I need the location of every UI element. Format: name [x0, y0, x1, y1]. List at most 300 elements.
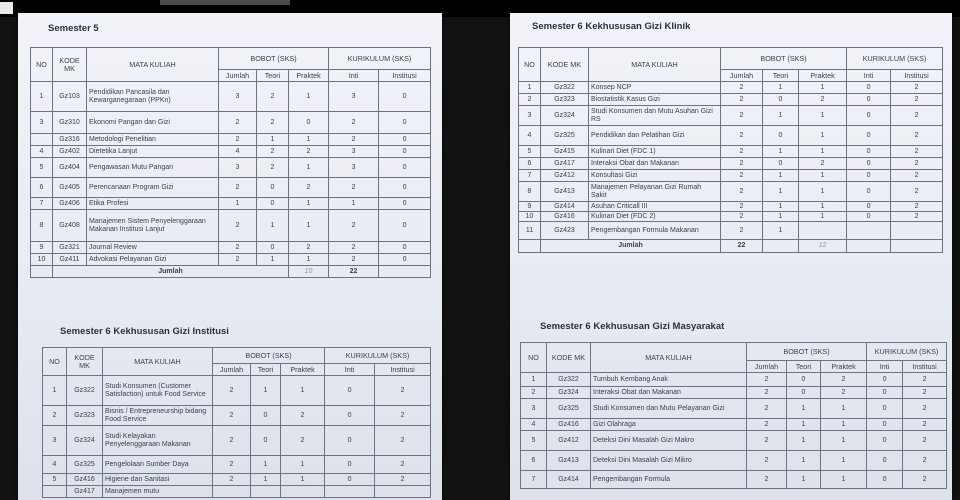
cell-inti: 0 [847, 126, 891, 146]
table-row [519, 146, 943, 158]
cell-teori: 1 [787, 399, 821, 419]
cell-mata-kuliah: Studi Kelayakan Penyelenggaraan Makanan [103, 426, 213, 456]
semester5-total-handwritten: 10 [289, 266, 329, 278]
col-teori: Teori [763, 70, 799, 82]
cell-institusi: 0 [379, 210, 431, 242]
col-institusi: Institusi [379, 70, 431, 82]
cell-praktek: 1 [799, 212, 847, 222]
cell-jumlah: 2 [213, 426, 251, 456]
cell-no: 8 [31, 210, 53, 242]
corner-mark [0, 2, 13, 14]
cell-jumlah: 4 [219, 146, 257, 158]
col-bobot: BOBOT (SKS) [213, 348, 325, 364]
table-row [31, 158, 431, 178]
cell-mata-kuliah: Bisnis / Entrepreneurship bidang Food Service [103, 406, 213, 426]
cell-mata-kuliah: Studi Konsumen (Customer Satisfaction) untuk Food Service [103, 376, 213, 406]
cell-no: 9 [519, 202, 541, 212]
cell-mata-kuliah: Ekonomi Pangan dan Gizi [87, 112, 219, 134]
table-row [519, 182, 943, 202]
right-page [510, 13, 952, 500]
col-no: NO [43, 348, 67, 376]
cell-kode: Gz415 [541, 146, 589, 158]
cell-institusi: 2 [375, 426, 431, 456]
cell-inti [847, 222, 891, 240]
cell-teori: 1 [763, 222, 799, 240]
col-kurikulum: KURIKULUM (SKS) [329, 48, 431, 70]
semester6-klinik-rows [519, 82, 943, 240]
cell-mata-kuliah: Kulinari Diet (FDC 1) [589, 146, 721, 158]
cell-praktek: 1 [799, 126, 847, 146]
cell-kode: Gz414 [547, 471, 591, 489]
cell-jumlah: 2 [219, 254, 257, 266]
cell-kode: Gz316 [53, 134, 87, 146]
col-mata-kuliah: MATA KULIAH [591, 343, 747, 373]
semester6-klinik-total-handwritten: 12 [799, 240, 847, 253]
cell-kode: Gz322 [547, 373, 591, 387]
cell-inti: 0 [847, 158, 891, 170]
cell-teori: 1 [251, 456, 281, 474]
cell-kode: Gz321 [53, 242, 87, 254]
table-row [521, 471, 947, 489]
col-inti: Inti [847, 70, 891, 82]
cell-institusi: 2 [891, 82, 943, 94]
col-jumlah: Jumlah [721, 70, 763, 82]
cell-jumlah: 2 [213, 456, 251, 474]
table-row [31, 178, 431, 198]
table-row [519, 170, 943, 182]
cell-teori: 0 [787, 373, 821, 387]
cell-jumlah: 2 [721, 82, 763, 94]
cell-praktek: 1 [799, 202, 847, 212]
cell-kode: Gz322 [67, 376, 103, 406]
semester6-klinik-total-row [519, 240, 943, 253]
cell-mata-kuliah: Pendidikan Pancasila dan Kewarganegaraan (PPKn) [87, 82, 219, 112]
semester6-institusi-title: Semester 6 Kekhususan Gizi Institusi [60, 326, 229, 337]
table-row [31, 210, 431, 242]
cell-praktek: 1 [799, 170, 847, 182]
cell-institusi: 2 [891, 158, 943, 170]
cell-jumlah: 2 [213, 406, 251, 426]
cell-mata-kuliah: Studi Konsumen dan Mutu Pelayanan Gizi [591, 399, 747, 419]
cell-teori: 1 [763, 82, 799, 94]
table-row [519, 106, 943, 126]
cell-praktek: 1 [281, 474, 325, 486]
cell-inti: 0 [867, 431, 903, 451]
cell-teori: 1 [763, 212, 799, 222]
cell-kode: Gz412 [541, 170, 589, 182]
cell-jumlah: 1 [219, 198, 257, 210]
cell-praktek: 1 [821, 399, 867, 419]
cell-no: 2 [43, 406, 67, 426]
col-jumlah: Jumlah [213, 364, 251, 376]
col-jumlah: Jumlah [747, 361, 787, 373]
cell-inti: 0 [847, 170, 891, 182]
cell-jumlah: 3 [219, 82, 257, 112]
table-row [521, 451, 947, 471]
cell-inti: 1 [329, 198, 379, 210]
col-praktek: Praktek [281, 364, 325, 376]
cell-institusi: 0 [379, 158, 431, 178]
cell-mata-kuliah: Pengembangan Formula [591, 471, 747, 489]
cell-no [31, 134, 53, 146]
cell-no: 6 [31, 178, 53, 198]
cell-no: 5 [519, 146, 541, 158]
col-mata-kuliah: MATA KULIAH [103, 348, 213, 376]
cell-inti: 0 [867, 451, 903, 471]
table-row [521, 399, 947, 419]
cell-inti: 0 [325, 406, 375, 426]
cell-inti: 3 [329, 158, 379, 178]
cell-institusi: 2 [891, 94, 943, 106]
cell-institusi: 2 [375, 406, 431, 426]
cell-teori: 1 [257, 210, 289, 242]
cell-inti: 0 [847, 106, 891, 126]
col-inti: Inti [329, 70, 379, 82]
cell-mata-kuliah: Pengembangan Formula Makanan [589, 222, 721, 240]
cell-institusi: 2 [903, 471, 947, 489]
cell-kode: Gz323 [541, 94, 589, 106]
cell-jumlah: 2 [721, 94, 763, 106]
cell-inti: 0 [847, 182, 891, 202]
cell-mata-kuliah: Deteksi Dini Masalah Gizi Mikro [591, 451, 747, 471]
cell-kode: Gz412 [547, 431, 591, 451]
cell-jumlah: 2 [213, 376, 251, 406]
cell-praktek: 1 [281, 456, 325, 474]
col-mata-kuliah: MATA KULIAH [87, 48, 219, 82]
table-row [519, 94, 943, 106]
col-no: NO [31, 48, 53, 82]
cell-mata-kuliah: Studi Konsumen dan Mutu Asuhan Gizi RS [589, 106, 721, 126]
cell-kode: Gz423 [541, 222, 589, 240]
cell-jumlah: 2 [721, 222, 763, 240]
cell-mata-kuliah: Interaksi Obat dan Makanan [591, 387, 747, 399]
col-teori: Teori [257, 70, 289, 82]
col-teori: Teori [787, 361, 821, 373]
cell-jumlah: 2 [721, 146, 763, 158]
table-row [43, 426, 431, 456]
col-inti: Inti [325, 364, 375, 376]
table-row [31, 112, 431, 134]
cell-institusi: 0 [379, 112, 431, 134]
cell-institusi: 2 [903, 387, 947, 399]
cell-inti: 0 [867, 399, 903, 419]
col-praktek: Praktek [289, 70, 329, 82]
semester6-masyarakat-title: Semester 6 Kekhususan Gizi Masyarakat [540, 321, 725, 332]
table-row [31, 82, 431, 112]
cell-praktek: 1 [289, 158, 329, 178]
cell-jumlah: 2 [747, 399, 787, 419]
cell-institusi: 0 [379, 134, 431, 146]
semester5-total-inti: 22 [329, 266, 379, 278]
col-praktek: Praktek [799, 70, 847, 82]
table-row [43, 456, 431, 474]
cell-jumlah: 2 [721, 158, 763, 170]
cell-kode: Gz414 [541, 202, 589, 212]
cell-kode: Gz413 [541, 182, 589, 202]
col-inti: Inti [867, 361, 903, 373]
table-row [31, 146, 431, 158]
cell-no: 7 [521, 471, 547, 489]
cell-inti: 0 [867, 471, 903, 489]
cell-institusi: 2 [903, 419, 947, 431]
cell-no: 5 [43, 474, 67, 486]
col-teori: Teori [251, 364, 281, 376]
cell-mata-kuliah: Dietetika Lanjut [87, 146, 219, 158]
cell-inti: 2 [329, 178, 379, 198]
cell-institusi: 2 [891, 106, 943, 126]
cell-no: 10 [31, 254, 53, 266]
cell-inti: 0 [325, 474, 375, 486]
cell-mata-kuliah: Pengawasan Mutu Pangan [87, 158, 219, 178]
cell-institusi: 2 [891, 182, 943, 202]
cell-institusi: 2 [903, 431, 947, 451]
cell-no: 5 [31, 158, 53, 178]
cell-institusi: 0 [379, 242, 431, 254]
col-kurikulum: KURIKULUM (SKS) [847, 48, 943, 70]
cell-institusi: 2 [891, 202, 943, 212]
table-row [521, 387, 947, 399]
cell-institusi: 2 [375, 456, 431, 474]
cell-kode: Gz405 [53, 178, 87, 198]
cell-jumlah: 2 [747, 373, 787, 387]
semester6-klinik-table [518, 47, 943, 253]
table-row [43, 406, 431, 426]
cell-no: 11 [519, 222, 541, 240]
cell-teori: 2 [257, 146, 289, 158]
cell-jumlah: 2 [219, 242, 257, 254]
cell-mata-kuliah: Konsep NCP [589, 82, 721, 94]
cell-teori: 0 [257, 178, 289, 198]
cell-institusi: 0 [379, 146, 431, 158]
col-kurikulum: KURIKULUM (SKS) [867, 343, 947, 361]
table-row [31, 242, 431, 254]
cell-mata-kuliah: Etika Profesi [87, 198, 219, 210]
col-mata-kuliah: MATA KULIAH [589, 48, 721, 82]
cell-kode: Gz324 [541, 106, 589, 126]
cell-inti: 0 [325, 456, 375, 474]
semester6-masyarakat-rows [521, 373, 947, 489]
cell-inti: 2 [329, 242, 379, 254]
cell-kode: Gz411 [53, 254, 87, 266]
cell-teori: 1 [787, 419, 821, 431]
cell-jumlah: 2 [747, 471, 787, 489]
cell-inti [325, 486, 375, 498]
cell-mata-kuliah: Manajemen mutu [103, 486, 213, 498]
cell-jumlah: 2 [747, 419, 787, 431]
cell-no: 1 [519, 82, 541, 94]
cell-praktek: 1 [289, 198, 329, 210]
cell-no: 1 [43, 376, 67, 406]
cell-no: 2 [521, 387, 547, 399]
cell-kode: Gz416 [547, 419, 591, 431]
cell-kode: Gz103 [53, 82, 87, 112]
cell-teori: 1 [763, 106, 799, 126]
table-row [31, 254, 431, 266]
cell-mata-kuliah: Konsultasi Gizi [589, 170, 721, 182]
cell-jumlah: 2 [721, 170, 763, 182]
cell-praktek: 1 [821, 431, 867, 451]
cell-teori: 1 [763, 182, 799, 202]
cell-praktek: 1 [799, 106, 847, 126]
cell-jumlah: 2 [721, 202, 763, 212]
cell-institusi: 2 [903, 451, 947, 471]
cell-praktek: 2 [289, 178, 329, 198]
cell-kode: Gz416 [67, 474, 103, 486]
cell-jumlah: 2 [721, 212, 763, 222]
cell-kode: Gz310 [53, 112, 87, 134]
table-row [519, 202, 943, 212]
cell-teori: 0 [763, 94, 799, 106]
cell-inti: 0 [847, 82, 891, 94]
table-row [43, 376, 431, 406]
cell-teori: 0 [257, 242, 289, 254]
cell-jumlah: 2 [219, 210, 257, 242]
cell-inti: 0 [847, 212, 891, 222]
cell-teori: 1 [251, 474, 281, 486]
cell-praktek: 0 [289, 112, 329, 134]
cell-praktek: 2 [289, 146, 329, 158]
cell-kode: Gz322 [541, 82, 589, 94]
semester5-total-row [31, 266, 431, 278]
cell-praktek: 1 [289, 210, 329, 242]
cell-mata-kuliah: Journal Review [87, 242, 219, 254]
cell-kode: Gz417 [67, 486, 103, 498]
cell-mata-kuliah: Interaksi Obat dan Makanan [589, 158, 721, 170]
cell-teori: 2 [257, 82, 289, 112]
cell-praktek: 1 [821, 451, 867, 471]
cell-teori: 1 [763, 170, 799, 182]
cell-kode: Gz404 [53, 158, 87, 178]
cell-teori: 0 [251, 406, 281, 426]
cell-no: 3 [43, 426, 67, 456]
semester5-table [30, 47, 431, 278]
cell-institusi: 2 [891, 146, 943, 158]
col-institusi: Institusi [903, 361, 947, 373]
cell-inti: 0 [847, 202, 891, 212]
cell-mata-kuliah: Deteksi Dini Masalah Gizi Makro [591, 431, 747, 451]
cell-institusi: 2 [903, 373, 947, 387]
cell-no [43, 486, 67, 498]
col-no: NO [521, 343, 547, 373]
cell-kode: Gz408 [53, 210, 87, 242]
cell-praktek [281, 486, 325, 498]
cell-no: 8 [519, 182, 541, 202]
cell-praktek: 1 [821, 419, 867, 431]
cell-no: 1 [521, 373, 547, 387]
cell-institusi [891, 222, 943, 240]
cell-teori: 0 [763, 126, 799, 146]
cell-inti: 2 [329, 134, 379, 146]
cell-praktek: 1 [281, 376, 325, 406]
cell-jumlah [213, 486, 251, 498]
cell-teori: 0 [763, 158, 799, 170]
cell-no: 7 [31, 198, 53, 210]
col-kode: KODE MK [67, 348, 103, 376]
cell-institusi: 2 [903, 399, 947, 419]
cell-teori: 1 [251, 376, 281, 406]
cell-mata-kuliah: Tumbuh Kembang Anak [591, 373, 747, 387]
cell-institusi [375, 486, 431, 498]
cell-praktek: 1 [289, 254, 329, 266]
cell-praktek: 2 [821, 387, 867, 399]
semester6-klinik-total-label: Jumlah [541, 240, 721, 253]
semester6-masyarakat-table [520, 342, 947, 489]
cell-teori: 1 [763, 146, 799, 158]
cell-inti: 2 [329, 210, 379, 242]
cell-kode: Gz324 [547, 387, 591, 399]
table-row [31, 134, 431, 146]
cell-praktek: 1 [289, 134, 329, 146]
cell-inti: 3 [329, 82, 379, 112]
semester5-title: Semester 5 [48, 23, 99, 34]
semester6-institusi-table [42, 347, 431, 498]
cell-no: 2 [519, 94, 541, 106]
cell-no: 1 [31, 82, 53, 112]
cell-institusi: 0 [379, 198, 431, 210]
top-strip [160, 0, 290, 5]
col-kode: KODE MK [53, 48, 87, 82]
cell-teori: 1 [763, 202, 799, 212]
table-row [31, 198, 431, 210]
cell-praktek: 2 [821, 373, 867, 387]
cell-jumlah: 2 [747, 451, 787, 471]
cell-praktek: 1 [799, 82, 847, 94]
cell-praktek: 2 [799, 94, 847, 106]
cell-teori: 2 [257, 112, 289, 134]
table-row [521, 419, 947, 431]
cell-inti: 0 [847, 146, 891, 158]
cell-no: 9 [31, 242, 53, 254]
cell-mata-kuliah: Kulinari Diet (FDC 2) [589, 212, 721, 222]
semester6-klinik-total-jumlah: 22 [721, 240, 763, 253]
cell-kode: Gz413 [547, 451, 591, 471]
cell-praktek: 2 [281, 426, 325, 456]
cell-praktek: 2 [281, 406, 325, 426]
cell-mata-kuliah: Asuhan Criticall III [589, 202, 721, 212]
cell-kode: Gz325 [547, 399, 591, 419]
cell-institusi: 2 [375, 376, 431, 406]
cell-mata-kuliah: Advokasi Pelayanan Gizi [87, 254, 219, 266]
cell-jumlah: 2 [721, 182, 763, 202]
cell-no: 3 [31, 112, 53, 134]
cell-teori: 1 [787, 451, 821, 471]
col-kurikulum: KURIKULUM (SKS) [325, 348, 431, 364]
cell-mata-kuliah: Higiene dan Sanitasi [103, 474, 213, 486]
col-jumlah: Jumlah [219, 70, 257, 82]
col-no: NO [519, 48, 541, 82]
cell-institusi: 2 [891, 126, 943, 146]
table-row [519, 82, 943, 94]
cell-mata-kuliah: Perencanaan Program Gizi [87, 178, 219, 198]
cell-praktek: 1 [799, 146, 847, 158]
cell-jumlah: 2 [747, 387, 787, 399]
semester6-institusi-rows [43, 376, 431, 498]
cell-praktek: 2 [799, 158, 847, 170]
cell-jumlah: 2 [721, 126, 763, 146]
table-row [43, 486, 431, 498]
col-bobot: BOBOT (SKS) [219, 48, 329, 70]
cell-inti: 2 [329, 254, 379, 266]
cell-inti: 0 [325, 426, 375, 456]
cell-no: 3 [521, 399, 547, 419]
col-bobot: BOBOT (SKS) [747, 343, 867, 361]
cell-teori: 1 [787, 431, 821, 451]
cell-praktek: 1 [821, 471, 867, 489]
cell-praktek: 1 [799, 182, 847, 202]
cell-inti: 0 [867, 419, 903, 431]
cell-kode: Gz416 [541, 212, 589, 222]
cell-no: 4 [31, 146, 53, 158]
